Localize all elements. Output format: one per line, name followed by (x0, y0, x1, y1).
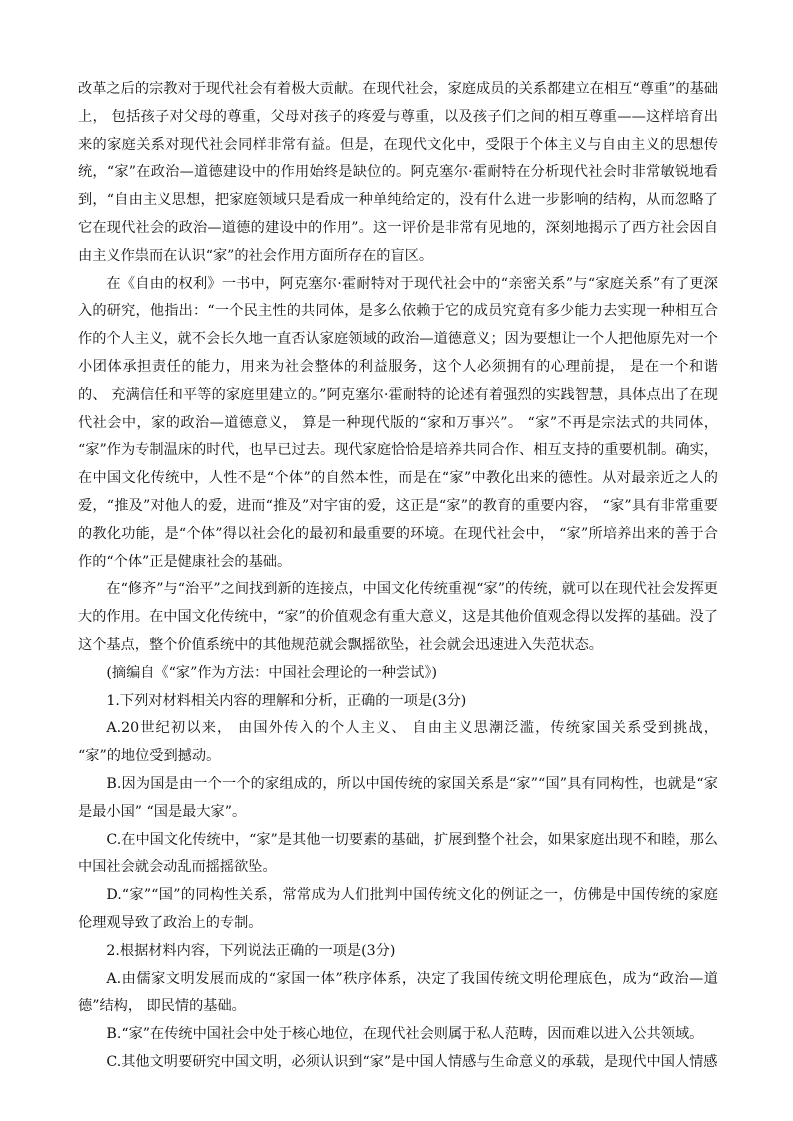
question-2-option-a: A.由儒家文明发展而成的“家国一体”秩序体系，决定了我国传统文明伦理底色，成为“政治—道德”结构， 即民情的基础。 (78, 970, 718, 1015)
question-2-option-c: C.其他文明要研究中国文明，必须认识到“家”是中国人情感与生命意义的承载，是现代中国人情感 (106, 1053, 718, 1070)
question-2 (78, 938, 718, 1077)
question-1-option-d: D.“家”“国”的同构性关系，常常成为人们批判中国传统文化的例证之一，仿佛是中国传统的家庭伦理观导致了政治上的专制。 (78, 887, 718, 931)
body-paragraph-3: 在“修齐”与“治平”之间找到新的连接点，中国文化传统重视“家”的传统，就可以在现代社会发挥更大的作用。在中国文化传统中，“家”的价值观念有重大意义，这是其他价值观念得以发挥的基础。没了这个基点，整个价值系统中的其他规范就会飘摇欲坠，社会就会迅速进入失范状态。 (78, 581, 718, 653)
source-citation: (摘编自《“家”作为方法：中国社会理论的一种尝试》) (106, 664, 437, 681)
question-1-option-c: C.在中国文化传统中，“家”是其他一切要素的基础，扩展到整个社会，如果家庭出现不和睦，那么中国社会就会动乱而摇摇欲坠。 (78, 831, 718, 876)
document-page (78, 76, 718, 1077)
question-1 (78, 688, 718, 938)
body-paragraph-1: 改革之后的宗教对于现代社会有着极大贡献。在现代社会，家庭成员的关系都建立在相互“尊重”的基础上， 包括孩子对父母的尊重，父母对孩子的疼爱与尊重，以及孩子们之间的相互尊重——这样培育出来的家庭关系对现代社会同样非常有益。但是，在现代文化中，受限于个体主义与自由主义的思想传统，“家”在政治—道德建设中的作用始终是缺位的。阿克塞尔·霍耐特在分析现代社会时非常敏锐地看到，“自由主义思想，把家庭领域只是看成一种单纯给定的，没有什么进一步影响的结构，从而忽略了它在现代社会的政治—道德的建设中的作用”。这一评价是非常有见地的，深刻地揭示了西方社会因自由主义作祟而在认识“家”的社会作用方面所存在的盲区。 (78, 81, 718, 264)
question-1-stem: 1.下列对材料相关内容的理解和分析，正确的一项是(3分) (106, 692, 467, 709)
question-2-stem: 2.根据材料内容，下列说法正确的一项是(3分) (106, 942, 396, 959)
question-2-option-b: B.“家”在传统中国社会中处于核心地位，在现代社会则属于私人范畴，因而难以进入公共领域。 (106, 1026, 704, 1043)
question-1-option-a: A.20世纪初以来， 由国外传入的个人主义、 自由主义思潮泛滥，传统家国关系受到挑战， “家”的地位受到撼动。 (78, 720, 718, 765)
body-paragraph-2: 在《自由的权利》一书中，阿克塞尔·霍耐特对于现代社会中的“亲密关系”与“家庭关系”有了更深入的研究，他指出：“一个民主性的共同体，是多么依赖于它的成员究竟有多少能力去实现一种相互合作的个人主义，就不会长久地一直否认家庭领域的政治—道德意义；因为要想让一个人把他原先对一个小团体承担责任的能力，用来为社会整体的利益服务，这个人必须拥有的心理前提， 是在一个和谐的、 充满信任和平等的家庭里建立的。”阿克塞尔·霍耐特的论述有着强烈的实践智慧，具体点出了在现代社会中，家的政治—道德意义， 算是一种现代版的“家和万事兴”。 “家”不再是宗法式的共同体， “家”作为专制温床的时代，也早已过去。现代家庭恰恰是培养共同合作、相互支持的重要机制。确实，在中国文化传统中，人性不是“个体”的自然本性，而是在“家”中教化出来的德性。从对最亲近之人的爱，“推及”对他人的爱，进而“推及”对宇宙的爱，这正是“家”的教育的重要内容， “家”具有非常重要的教化功能，是“个体”得以社会化的最初和最重要的环境。在现代社会中， “家”所培养出来的善于合作的“个体”正是健康社会的基础。 (78, 275, 718, 570)
question-1-option-b: B.因为国是由一个一个的家组成的，所以中国传统的家国关系是“家”“国”具有同构性，也就是“家是最小国” “国是最大家”。 (78, 775, 718, 820)
